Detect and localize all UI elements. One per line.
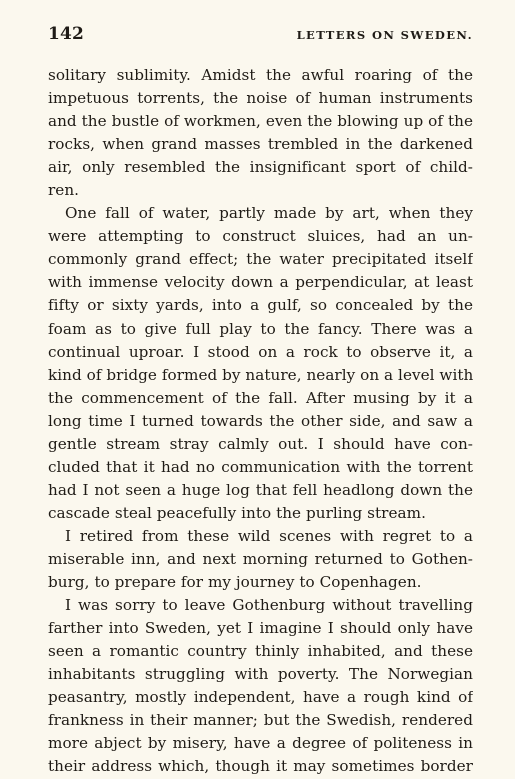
text-line: inhabitants struggling with poverty. The Norwegian bbox=[48, 665, 473, 684]
text-line: and the bustle of workmen, even the blowing up of the bbox=[48, 112, 473, 131]
text-line: had I not seen a huge log that fell headlong down the bbox=[48, 480, 473, 499]
text-line: rocks, when grand masses trembled in the darkened bbox=[48, 135, 473, 154]
text-line: kind of bridge formed by nature, nearly on a level with bbox=[48, 365, 473, 384]
text-line: long time I turned towards the other side, and saw a bbox=[48, 411, 473, 430]
text-line: with immense velocity down a perpendicular, at least bbox=[48, 273, 473, 292]
text-line: fifty or sixty yards, into a gulf, so concealed by the bbox=[48, 296, 473, 315]
text-line: One fall of water, partly made by art, when they bbox=[65, 204, 473, 223]
text-line: peasantry, mostly independent, have a rough kind of bbox=[48, 688, 473, 707]
text-line: cascade steal peacefully into the purling stream. bbox=[48, 503, 426, 522]
text-line: more abject by misery, have a degree of politeness in bbox=[48, 734, 473, 753]
text-line: cluded that it had no communication with the torrent bbox=[48, 457, 473, 476]
text-line: I retired from these wild scenes with regret to a bbox=[65, 526, 473, 545]
text-line: impetuous torrents, the noise of human instruments bbox=[48, 89, 473, 108]
body-text bbox=[48, 64, 473, 778]
text-line: continual uproar. I stood on a rock to observe it, a bbox=[48, 342, 473, 361]
text-line: farther into Sweden, yet I imagine I should only have bbox=[48, 619, 473, 638]
text-line: seen a romantic country thinly inhabited, and these bbox=[48, 642, 473, 661]
running-title: LETTERS ON SWEDEN. bbox=[296, 28, 473, 42]
text-line: air, only resembled the insignificant sport of child- bbox=[48, 158, 473, 177]
text-line: burg, to prepare for my journey to Copenhagen. bbox=[48, 573, 422, 592]
text-line: frankness in their manner; but the Swedish, rendered bbox=[48, 711, 473, 730]
text-line: commonly grand effect; the water precipitated itself bbox=[48, 250, 473, 269]
running-head bbox=[48, 24, 473, 46]
text-line: miserable inn, and next morning returned to Gothen- bbox=[48, 549, 473, 568]
text-line: foam as to give full play to the fancy. There was a bbox=[48, 319, 473, 338]
text-line: the commencement of the fall. After musing by it a bbox=[48, 388, 473, 407]
text-line: gentle stream stray calmly out. I should have con- bbox=[48, 434, 473, 453]
text-line: I was sorry to leave Gothenburg without travelling bbox=[65, 596, 473, 615]
text-line: were attempting to construct sluices, had an un- bbox=[48, 227, 473, 246]
text-line: ren. bbox=[48, 181, 80, 200]
text-line: their address which, though it may sometimes border bbox=[48, 757, 473, 776]
page-number: 142 bbox=[48, 24, 85, 44]
text-line: solitary sublimity. Amidst the awful roaring of the bbox=[48, 66, 473, 84]
